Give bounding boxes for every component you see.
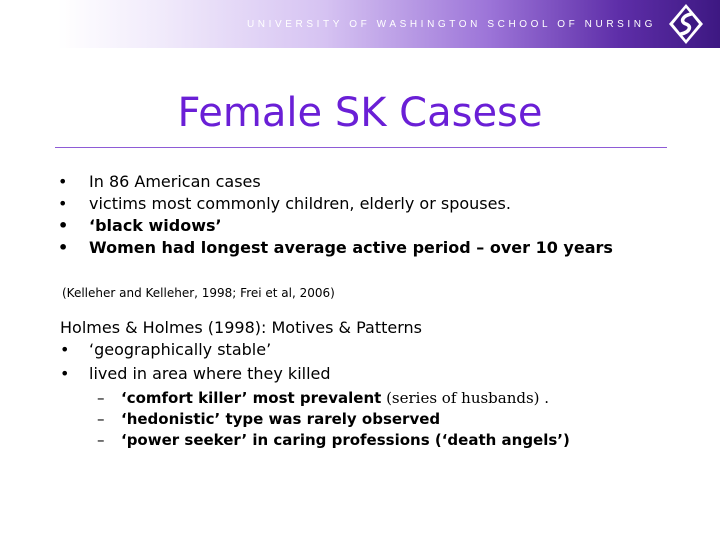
bullet-text: ‘black widows’	[89, 216, 222, 235]
list-item	[0, 409, 570, 430]
subtype-rest-text: (series of husbands) .	[381, 389, 550, 407]
citation: (Kelleher and Kelleher, 1998; Frei et al, 2006)	[62, 286, 335, 300]
institution-name: UNIVERSITY OF WASHINGTON SCHOOL OF NURSING	[246, 19, 656, 30]
bullet-icon: •	[60, 364, 70, 383]
bullet-text: victims most commonly children, elderly or spouses.	[89, 194, 511, 213]
bullet-icon: •	[58, 238, 69, 257]
bullet-text: lived in area where they killed	[89, 364, 331, 383]
bullet-icon: •	[58, 194, 68, 213]
list-item	[0, 215, 621, 237]
list-item	[0, 388, 570, 409]
bullet-text: ‘geographically stable’	[89, 340, 272, 359]
main-bullet-list	[0, 171, 621, 259]
list-item	[0, 237, 621, 259]
dash-icon: –	[97, 389, 105, 407]
list-item	[0, 430, 570, 451]
title-divider	[55, 147, 667, 148]
bullet-icon: •	[60, 340, 70, 359]
bullet-icon: •	[58, 172, 68, 191]
bullet-icon: •	[58, 216, 69, 235]
dash-icon: –	[97, 431, 105, 449]
list-item	[0, 193, 621, 215]
list-item	[0, 362, 331, 386]
dash-icon: –	[97, 410, 105, 428]
header-banner	[0, 0, 720, 48]
bullet-text: Women had longest average active period – over 10 years	[89, 238, 613, 257]
holmes-heading: Holmes & Holmes (1998): Motives & Patterns	[60, 318, 422, 337]
bullet-text: In 86 American cases	[89, 172, 261, 191]
list-item	[0, 338, 331, 362]
holmes-bullet-list	[0, 338, 331, 386]
subtype-bold-text: ‘hedonistic’ type was rarely observed	[121, 410, 441, 428]
university-logo-icon	[666, 2, 706, 46]
list-item	[0, 171, 621, 193]
subtype-list	[0, 388, 570, 451]
slide-title: Female SK Casese	[177, 90, 543, 136]
subtype-bold-text: ‘power seeker’ in caring professions (‘death angels’)	[121, 431, 570, 449]
subtype-bold-text: ‘comfort killer’ most prevalent	[121, 389, 382, 407]
